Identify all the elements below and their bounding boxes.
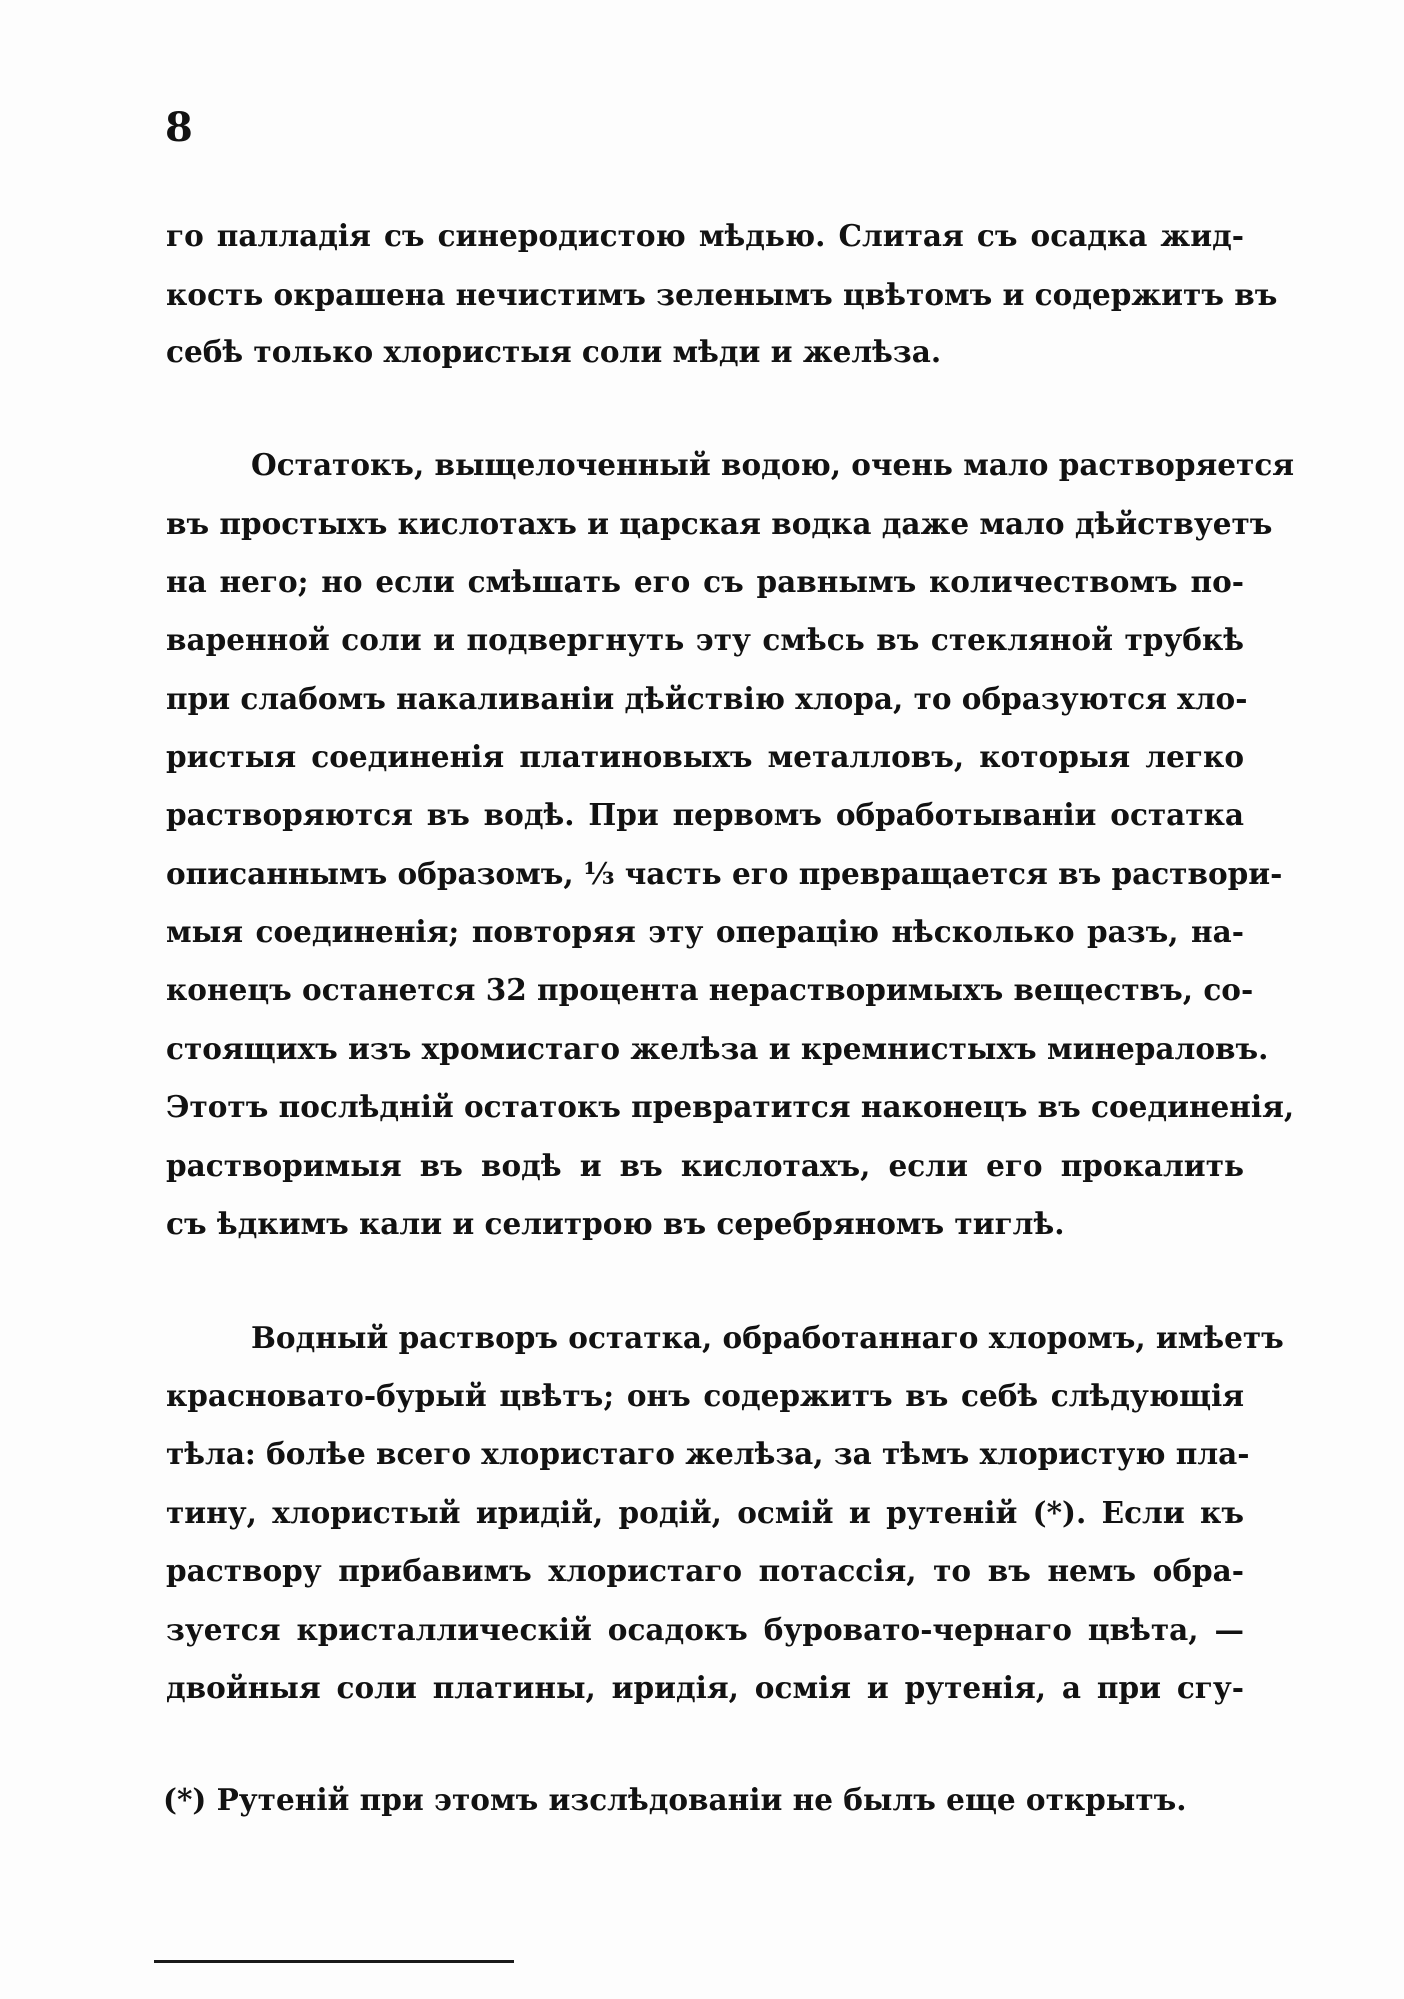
text-line: мыя соединенія; повторяя эту операцію нѣсколько разъ, на- bbox=[166, 914, 1244, 949]
text-line: съ ѣдкимъ кали и селитрою въ серебряномъ тиглѣ. bbox=[166, 1206, 1065, 1241]
text-line: кость окрашена нечистимъ зеленымъ цвѣтомъ и содержитъ въ bbox=[166, 277, 1278, 312]
text-line: варенной соли и подвергнуть эту смѣсь въ стекляной трубкѣ bbox=[166, 622, 1244, 657]
text-line: ристыя соединенія платиновыхъ металловъ, которыя легко bbox=[166, 739, 1244, 774]
text-line: растворяются въ водѣ. При первомъ обработываніи остатка bbox=[166, 797, 1244, 832]
text-line: Водный растворъ остатка, обработаннаго хлоромъ, имѣетъ bbox=[251, 1320, 1284, 1355]
text-line: тину, хлористый иридій, родій, осмій и рутеній (*). Если къ bbox=[166, 1495, 1244, 1530]
text-line: раствору прибавимъ хлористаго потассія, то въ немъ обра- bbox=[166, 1553, 1244, 1588]
text-line: при слабомъ накаливаніи дѣйствію хлора, то образуются хло- bbox=[166, 681, 1248, 716]
page-number: 8 bbox=[165, 104, 193, 151]
text-line: стоящихъ изъ хромистаго желѣза и кремнистыхъ минераловъ. bbox=[166, 1031, 1269, 1066]
text-line: себѣ только хлористыя соли мѣди и желѣза. bbox=[166, 334, 942, 369]
text-line: растворимыя въ водѣ и въ кислотахъ, если его прокалить bbox=[166, 1148, 1244, 1183]
text-line: зуется кристаллическій осадокъ буровато-чернаго цвѣта, — bbox=[166, 1612, 1244, 1647]
text-line: въ простыхъ кислотахъ и царская водка даже мало дѣйствуетъ bbox=[166, 506, 1273, 541]
text-line: описаннымъ образомъ, ⅓ часть его превращается въ раствори- bbox=[166, 856, 1283, 891]
text-line: Остатокъ, выщелоченный водою, очень мало растворяется bbox=[251, 447, 1295, 482]
text-line: конецъ останется 32 процента нерастворимыхъ веществъ, со- bbox=[166, 972, 1254, 1007]
text-line: го палладія съ синеродистою мѣдью. Слитая съ осадка жид- bbox=[166, 218, 1244, 253]
footnote-text: (*) Рутеній при этомъ изслѣдованіи не былъ еще открытъ. bbox=[163, 1782, 1187, 1817]
text-line: Этотъ послѣдній остатокъ превратится наконецъ въ соединенія, bbox=[166, 1089, 1295, 1124]
text-line: на него; но если смѣшать его съ равнымъ количествомъ по- bbox=[166, 564, 1244, 599]
footnote-rule bbox=[154, 1960, 514, 1963]
text-line: двойныя соли платины, иридія, осмія и рутенія, а при сгу- bbox=[166, 1670, 1244, 1705]
text-line: красновато-бурый цвѣтъ; онъ содержитъ въ себѣ слѣдующія bbox=[166, 1378, 1244, 1413]
text-line: тѣла: болѣе всего хлористаго желѣза, за тѣмъ хлористую пла- bbox=[166, 1436, 1250, 1471]
